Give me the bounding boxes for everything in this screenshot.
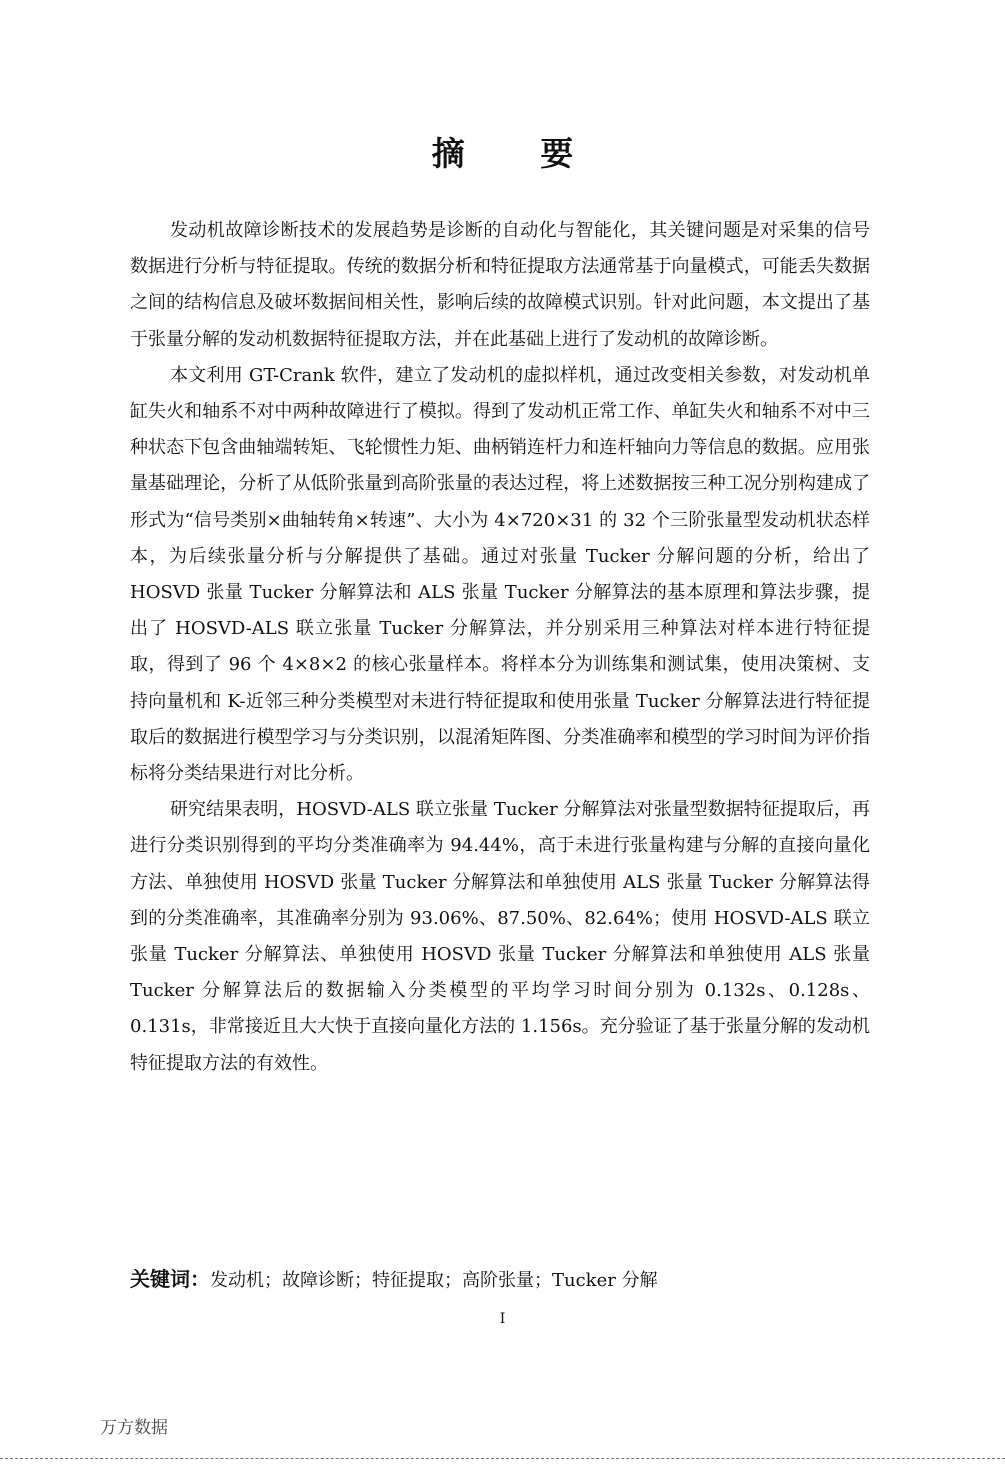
page-number: I: [499, 1311, 506, 1327]
abstract-body: [130, 213, 870, 1082]
keywords-list: 发动机；故障诊断；特征提取；高阶张量；Tucker 分解: [210, 1270, 658, 1291]
page-bottom-rule: [0, 1458, 1005, 1459]
watermark-text: 万方数据: [100, 1418, 168, 1438]
abstract-paragraph-3: 研究结果表明，HOSVD-ALS 联立张量 Tucker 分解算法对张量型数据特征提取后，再进行分类识别得到的平均分类准确率为 94.44%，高于未进行张量构建与分解的直接向量化方法、单独使用 HOSVD 张量 Tucker 分解算法和单独使用 ALS 张量 Tucker 分解算法得到的分类准确率，其准确率分别为 93.06%、87.50%、82.64%；使用 HOSVD-ALS 联立张量 Tucker 分解算法、单独使用 HOSVD 张量 Tucker 分解算法和单独使用 ALS 张量 Tucker 分解算法后的数据输入分类模型的平均学习时间分别为 0.132s、0.128s、0.131s，非常接近且大大快于直接向量化方法的 1.156s。充分验证了基于张量分解的发动机特征提取方法的有效性。: [130, 799, 870, 1074]
abstract-paragraph-1: 发动机故障诊断技术的发展趋势是诊断的自动化与智能化，其关键问题是对采集的信号数据进行分析与特征提取。传统的数据分析和特征提取方法通常基于向量模式，可能丢失数据之间的结构信息及破坏数据间相关性，影响后续的故障模式识别。针对此问题，本文提出了基于张量分解的发动机数据特征提取方法，并在此基础上进行了发动机的故障诊断。: [130, 220, 870, 350]
page-title: 摘 要: [431, 134, 606, 173]
keywords-line: [130, 1261, 658, 1299]
abstract-paragraph-2: 本文利用 GT-Crank 软件，建立了发动机的虚拟样机，通过改变相关参数，对发动机单缸失火和轴系不对中两种故障进行了模拟。得到了发动机正常工作、单缸失火和轴系不对中三种状态下包含曲轴端转矩、飞轮惯性力矩、曲柄销连杆力和连杆轴向力等信息的数据。应用张量基础理论，分析了从低阶张量到高阶张量的表达过程，将上述数据按三种工况分别构建成了形式为“信号类别×曲轴转角×转速”、大小为 4×720×31 的 32 个三阶张量型发动机状态样本，为后续张量分析与分解提供了基础。通过对张量 Tucker 分解问题的分析，给出了 HOSVD 张量 Tucker 分解算法和 ALS 张量 Tucker 分解算法的基本原理和算法步骤，提出了 HOSVD-ALS 联立张量 Tucker 分解算法，并分别采用三种算法对样本进行特征提取，得到了 96 个 4×8×2 的核心张量样本。将样本分为训练集和测试集，使用决策树、支持向量机和 K-近邻三种分类模型对未进行特征提取和使用张量 Tucker 分解算法进行特征提取后的数据进行模型学习与分类识别，以混淆矩阵图、分类准确率和模型的学习时间为评价指标将分类结果进行对比分析。: [130, 364, 870, 785]
keywords-label: 关键词：: [130, 1267, 210, 1291]
